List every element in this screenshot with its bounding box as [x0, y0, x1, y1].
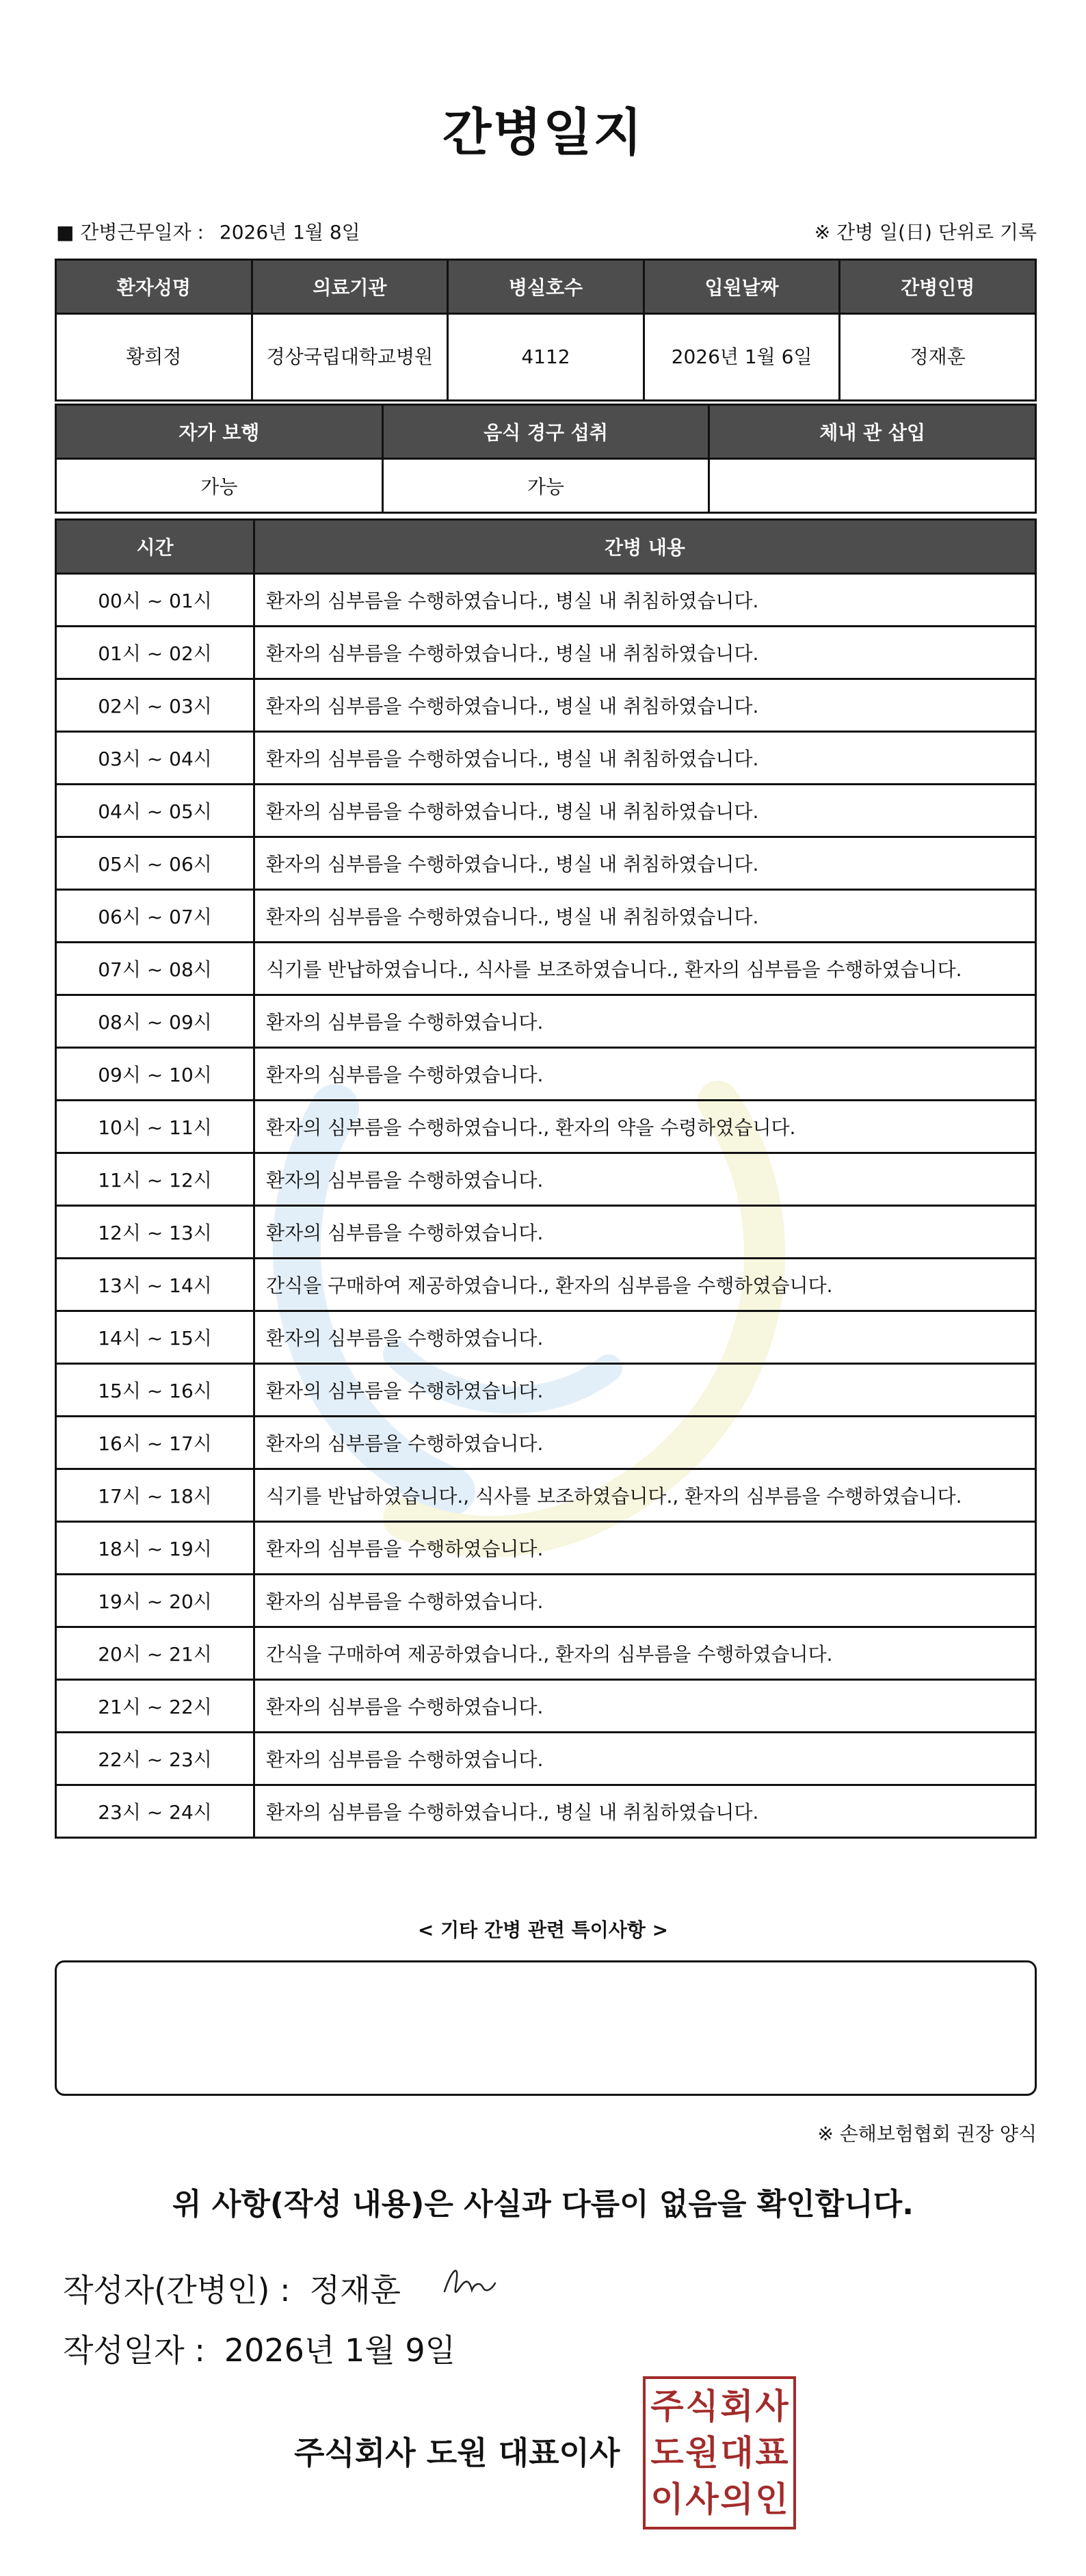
hospital-name: 경상국립대학교병원	[252, 314, 448, 401]
log-time: 19시 ~ 20시	[56, 1575, 254, 1627]
log-time: 22시 ~ 23시	[56, 1733, 254, 1785]
care-log-row	[56, 627, 1036, 679]
header-self-walking: 자가 보행	[56, 405, 383, 459]
log-time: 09시 ~ 10시	[56, 1048, 254, 1101]
caregiver-name: 정재훈	[840, 314, 1036, 401]
log-time: 12시 ~ 13시	[56, 1206, 254, 1259]
seal-character: 주	[650, 2387, 684, 2426]
log-time: 03시 ~ 04시	[56, 732, 254, 785]
care-log-row	[56, 1733, 1036, 1785]
care-log-row	[56, 1311, 1036, 1364]
header-tube-insertion: 체내 관 삽입	[709, 405, 1036, 459]
log-content: 환자의 심부름을 수행하였습니다.	[254, 1417, 1036, 1469]
work-date-label: ■ 간병근무일자 :	[56, 221, 204, 244]
handwritten-signature	[438, 2257, 506, 2305]
header-patient-name: 환자성명	[56, 260, 252, 314]
care-log-row	[56, 1101, 1036, 1153]
care-log-row	[56, 1785, 1036, 1838]
care-log-row	[56, 785, 1036, 837]
log-content: 환자의 심부름을 수행하였습니다.	[254, 1311, 1036, 1364]
care-log-row	[56, 943, 1036, 995]
seal-character: 사	[685, 2480, 719, 2519]
log-time: 23시 ~ 24시	[56, 1785, 254, 1838]
seal-character: 이	[650, 2480, 684, 2519]
log-time: 02시 ~ 03시	[56, 679, 254, 732]
document-title: 간병일지	[442, 103, 644, 162]
seal-character: 인	[755, 2480, 789, 2519]
log-content: 환자의 심부름을 수행하였습니다.	[254, 995, 1036, 1048]
log-content: 간식을 구매하여 제공하였습니다., 환자의 심부름을 수행하였습니다.	[254, 1259, 1036, 1311]
header-hospital: 의료기관	[252, 260, 448, 314]
log-time: 04시 ~ 05시	[56, 785, 254, 837]
log-content: 환자의 심부름을 수행하였습니다.	[254, 1206, 1036, 1259]
header-time: 시간	[56, 520, 254, 574]
log-content: 환자의 심부름을 수행하였습니다.	[254, 1153, 1036, 1206]
header-care-content: 간병 내용	[254, 520, 1036, 574]
header-caregiver-name: 간병인명	[840, 260, 1036, 314]
seal-character: 원	[685, 2433, 719, 2473]
care-log-row	[56, 1153, 1036, 1206]
care-log-row	[56, 1469, 1036, 1522]
patient-info-header-row	[56, 260, 1036, 314]
self-walking-value: 가능	[56, 459, 383, 513]
admission-date: 2026년 1월 6일	[644, 314, 840, 401]
seal-character: 표	[755, 2433, 789, 2473]
log-time: 01시 ~ 02시	[56, 627, 254, 679]
care-log-table	[55, 518, 1037, 1839]
header-admission-date: 입원날짜	[644, 260, 840, 314]
log-content: 환자의 심부름을 수행하였습니다., 환자의 약을 수령하였습니다.	[254, 1101, 1036, 1153]
seal-character: 식	[685, 2387, 719, 2426]
care-log-row	[56, 1627, 1036, 1680]
log-time: 08시 ~ 09시	[56, 995, 254, 1048]
log-time: 00시 ~ 01시	[56, 574, 254, 627]
work-date-line	[56, 218, 360, 245]
patient-info-value-row	[56, 314, 1036, 401]
care-log-row	[56, 837, 1036, 890]
status-value-row	[56, 459, 1036, 513]
confirmation-statement: 위 사항(작성 내용)은 사실과 다름이 없음을 확인합니다.	[172, 2187, 914, 2222]
patient-info-table	[55, 259, 1037, 402]
log-content: 식기를 반납하였습니다., 식사를 보조하였습니다., 환자의 심부름을 수행하였습니다.	[254, 943, 1036, 995]
log-time: 13시 ~ 14시	[56, 1259, 254, 1311]
patient-status-table	[55, 404, 1037, 514]
log-time: 15시 ~ 16시	[56, 1364, 254, 1417]
seal-character: 도	[650, 2433, 684, 2473]
room-number: 4112	[448, 314, 644, 401]
writer-label: 작성자(간병인) :	[63, 2272, 291, 2309]
log-time: 06시 ~ 07시	[56, 890, 254, 943]
log-content: 환자의 심부름을 수행하였습니다.	[254, 1522, 1036, 1575]
log-content: 식기를 반납하였습니다., 식사를 보조하였습니다., 환자의 심부름을 수행하였습니다.	[254, 1469, 1036, 1522]
unit-note: ※ 간병 일(日) 단위로 기록	[814, 221, 1037, 244]
log-content: 환자의 심부름을 수행하였습니다., 병실 내 취침하였습니다.	[254, 785, 1036, 837]
log-time: 07시 ~ 08시	[56, 943, 254, 995]
write-date-value: 2026년 1월 9일	[224, 2332, 456, 2369]
write-date-label: 작성일자 :	[63, 2332, 205, 2369]
log-content: 환자의 심부름을 수행하였습니다., 병실 내 취침하였습니다.	[254, 890, 1036, 943]
company-seal-stamp	[643, 2376, 796, 2529]
care-log-row	[56, 1364, 1036, 1417]
log-time: 18시 ~ 19시	[56, 1522, 254, 1575]
patient-name: 황희정	[56, 314, 252, 401]
log-content: 환자의 심부름을 수행하였습니다., 병실 내 취침하였습니다.	[254, 732, 1036, 785]
log-time: 10시 ~ 11시	[56, 1101, 254, 1153]
log-time: 05시 ~ 06시	[56, 837, 254, 890]
work-date-value: 2026년 1월 8일	[219, 221, 360, 244]
log-time: 21시 ~ 22시	[56, 1680, 254, 1733]
log-content: 환자의 심부름을 수행하였습니다.	[254, 1364, 1036, 1417]
log-content: 환자의 심부름을 수행하였습니다., 병실 내 취침하였습니다.	[254, 627, 1036, 679]
seal-character: 사	[755, 2387, 789, 2426]
writer-line	[63, 2265, 401, 2311]
log-content: 환자의 심부름을 수행하였습니다., 병실 내 취침하였습니다.	[254, 574, 1036, 627]
log-time: 11시 ~ 12시	[56, 1153, 254, 1206]
log-content: 환자의 심부름을 수행하였습니다.	[254, 1575, 1036, 1627]
care-log-row	[56, 890, 1036, 943]
company-representative: 주식회사 도원 대표이사	[294, 2434, 620, 2471]
care-log-row	[56, 1048, 1036, 1101]
log-content: 환자의 심부름을 수행하였습니다.	[254, 1733, 1036, 1785]
log-content: 환자의 심부름을 수행하였습니다., 병실 내 취침하였습니다.	[254, 679, 1036, 732]
log-content: 환자의 심부름을 수행하였습니다., 병실 내 취침하였습니다.	[254, 1785, 1036, 1838]
log-time: 14시 ~ 15시	[56, 1311, 254, 1364]
status-header-row	[56, 405, 1036, 459]
care-log-row	[56, 1680, 1036, 1733]
seal-character: 의	[720, 2480, 754, 2519]
care-log-row	[56, 1417, 1036, 1469]
care-log-row	[56, 1522, 1036, 1575]
care-log-row	[56, 1575, 1036, 1627]
tube-insertion-value	[709, 459, 1036, 513]
seal-character: 대	[720, 2433, 754, 2473]
log-time: 16시 ~ 17시	[56, 1417, 254, 1469]
special-notes-box	[55, 1960, 1037, 2096]
log-content: 환자의 심부름을 수행하였습니다., 병실 내 취침하였습니다.	[254, 837, 1036, 890]
care-log-row	[56, 574, 1036, 627]
header-oral-intake: 음식 경구 섭취	[382, 405, 709, 459]
oral-intake-value: 가능	[382, 459, 709, 513]
recommended-form-note: ※ 손해보험협회 권장 양식	[817, 2122, 1037, 2145]
log-time: 17시 ~ 18시	[56, 1469, 254, 1522]
care-log-row	[56, 732, 1036, 785]
log-time: 20시 ~ 21시	[56, 1627, 254, 1680]
care-log-row	[56, 1259, 1036, 1311]
log-content: 환자의 심부름을 수행하였습니다.	[254, 1048, 1036, 1101]
log-content: 환자의 심부름을 수행하였습니다.	[254, 1680, 1036, 1733]
care-log-row	[56, 995, 1036, 1048]
care-log-header-row	[56, 520, 1036, 574]
write-date-line	[63, 2326, 455, 2371]
care-log-row	[56, 1206, 1036, 1259]
log-content: 간식을 구매하여 제공하였습니다., 환자의 심부름을 수행하였습니다.	[254, 1627, 1036, 1680]
writer-name: 정재훈	[309, 2272, 401, 2309]
header-room-number: 병실호수	[448, 260, 644, 314]
notes-title: < 기타 간병 관련 특이사항 >	[417, 1919, 669, 1941]
care-log-row	[56, 679, 1036, 732]
seal-character: 회	[720, 2387, 754, 2426]
